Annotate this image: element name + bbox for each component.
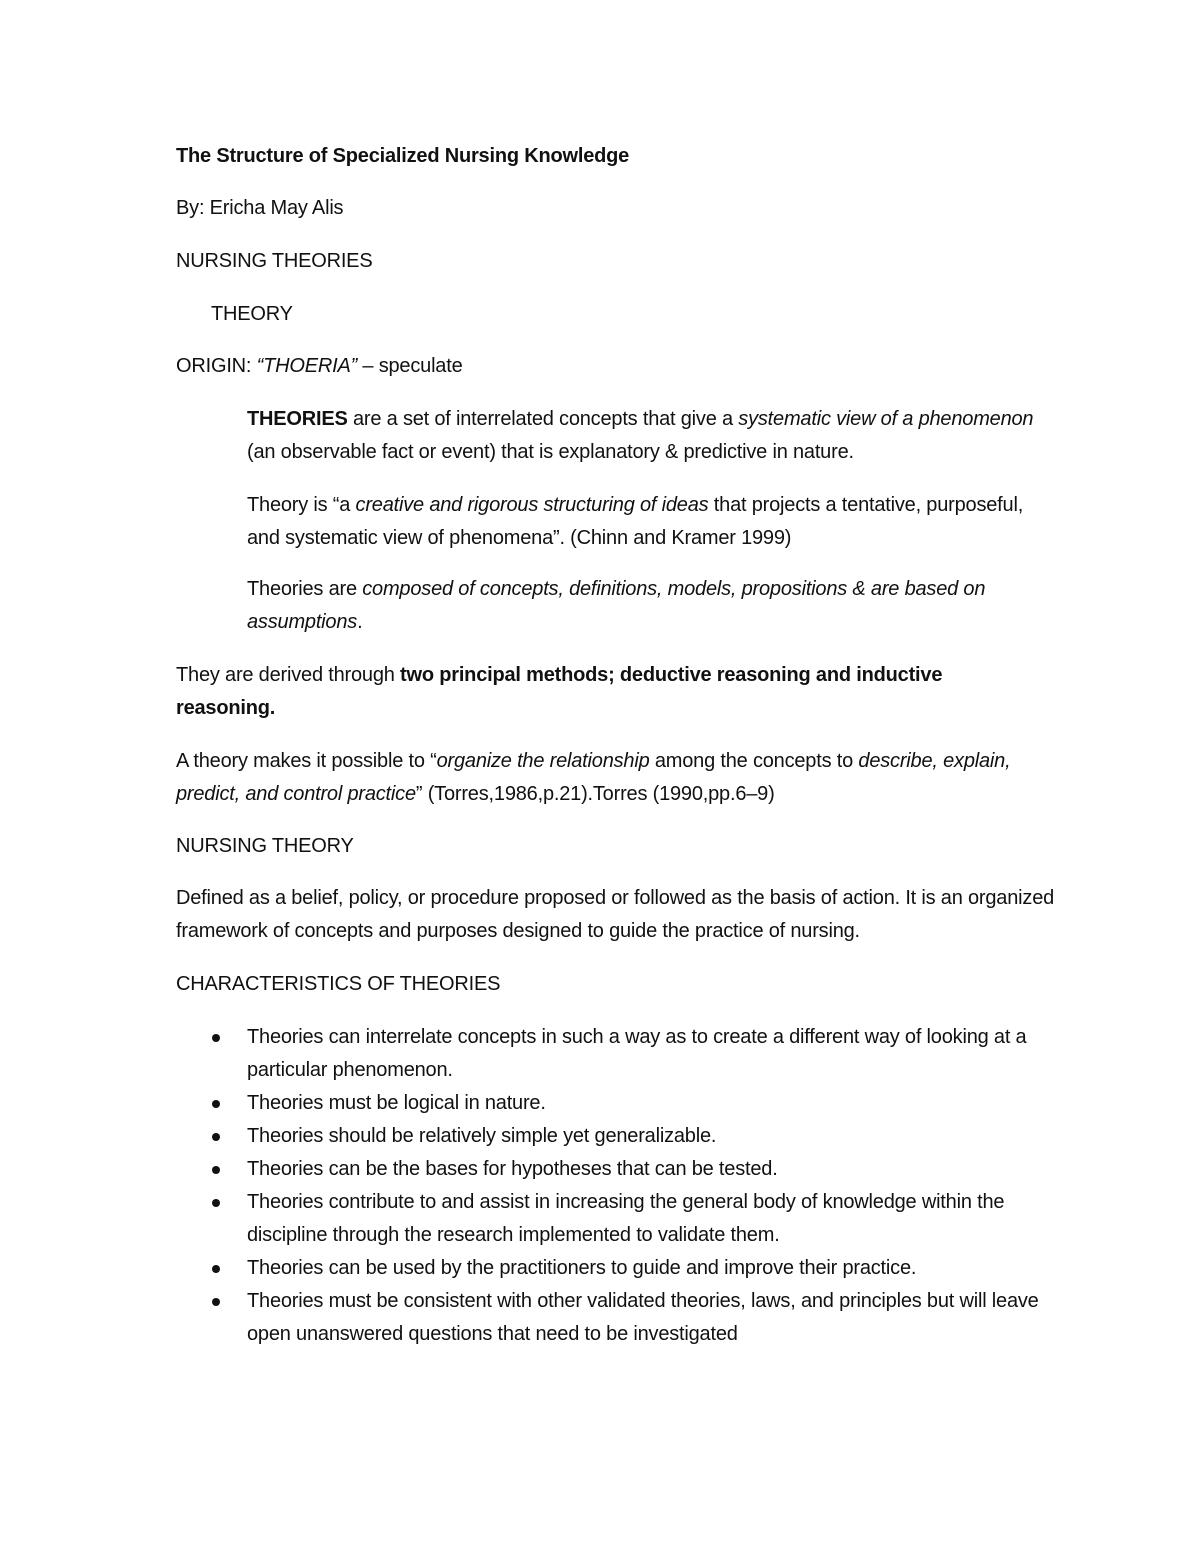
def3-text-b: . — [357, 611, 363, 633]
subheading-theory: THEORY — [211, 303, 293, 325]
list-item-text: Theories must be consistent with other validated theories, laws, and principles but will leave open unanswered questions that need to be investigated — [247, 1290, 1039, 1345]
makes-italic-b: describe, explain, predict, and control practice — [176, 750, 1011, 805]
list-item — [176, 1120, 1076, 1153]
def3-italic: composed of concepts, definitions, models, propositions & are based on assumptions — [247, 578, 986, 633]
list-item — [176, 1087, 1076, 1120]
bullet-icon — [212, 1133, 220, 1141]
theories-term: THEORIES — [247, 408, 348, 430]
list-item — [176, 1285, 1076, 1351]
list-item — [176, 1021, 1076, 1087]
theory-quote-definition — [247, 489, 1047, 555]
origin-line — [176, 350, 463, 383]
theories-composition — [247, 573, 1067, 639]
def1-text-a: are a set of interrelated concepts that give a — [347, 408, 739, 430]
methods-bold: two principal methods; deductive reasoning and inductive reasoning. — [176, 664, 943, 719]
nursing-theory-definition: Defined as a belief, policy, or procedure proposed or followed as the basis of action. It is an organized framework of concepts and purposes designed to guide the practice of nursing. — [176, 887, 1055, 942]
list-item-text: Theories must be logical in nature. — [247, 1092, 546, 1114]
theories-definition — [247, 403, 1067, 469]
list-item — [176, 1252, 1076, 1285]
bullet-icon — [212, 1100, 220, 1108]
characteristics-heading: CHARACTERISTICS OF THEORIES — [176, 973, 501, 995]
derivation-methods — [176, 659, 1006, 725]
origin-term: “THOERIA” — [256, 355, 358, 377]
list-item-text: Theories should be relatively simple yet generalizable. — [247, 1125, 717, 1147]
bullet-icon — [212, 1166, 220, 1174]
nursing-theory-heading: NURSING THEORY — [176, 835, 354, 857]
makes-text-a: A theory makes it possible to “ — [176, 750, 437, 772]
methods-text: They are derived through — [176, 664, 401, 686]
bullet-icon — [212, 1265, 220, 1273]
document-title: The Structure of Specialized Nursing Knowledge — [176, 145, 630, 167]
list-item — [176, 1153, 1076, 1186]
bullet-icon — [212, 1298, 220, 1306]
bullet-icon — [212, 1199, 220, 1207]
makes-text-c: ” (Torres,1986,p.21).Torres (1990,pp.6–9) — [415, 783, 775, 805]
characteristics-list — [176, 1021, 1076, 1351]
bullet-icon — [212, 1034, 220, 1042]
def2-italic: creative and rigorous structuring of ideas — [355, 494, 709, 516]
list-item-text: Theories can be the bases for hypotheses that can be tested. — [247, 1158, 778, 1180]
makes-italic-a: organize the relationship — [436, 750, 650, 772]
origin-rest: – speculate — [357, 355, 463, 377]
def3-text-a: Theories are — [247, 578, 363, 600]
def2-text-a: Theory is “a — [247, 494, 356, 516]
origin-label: ORIGIN: — [176, 355, 257, 377]
list-item — [176, 1186, 1076, 1252]
author-line: By: Ericha May Alis — [176, 197, 344, 219]
list-item-text: Theories contribute to and assist in increasing the general body of knowledge within the discipline through the research implemented to validate them. — [247, 1191, 1005, 1246]
makes-text-b: among the concepts to — [649, 750, 859, 772]
def1-text-b: (an observable fact or event) that is explanatory & predictive in nature. — [247, 441, 854, 463]
def2-text-b: that projects a tentative, purposeful, and systematic view of phenomena”. (Chinn and Kramer 1999) — [247, 494, 1024, 549]
section-heading-nursing-theories: NURSING THEORIES — [176, 250, 373, 272]
list-item-text: Theories can be used by the practitioners to guide and improve their practice. — [247, 1257, 917, 1279]
list-item-text: Theories can interrelate concepts in such a way as to create a different way of looking at a particular phenomenon. — [247, 1026, 1027, 1081]
def1-italic: systematic view of a phenomenon — [738, 408, 1034, 430]
theory-purpose — [176, 745, 1056, 811]
